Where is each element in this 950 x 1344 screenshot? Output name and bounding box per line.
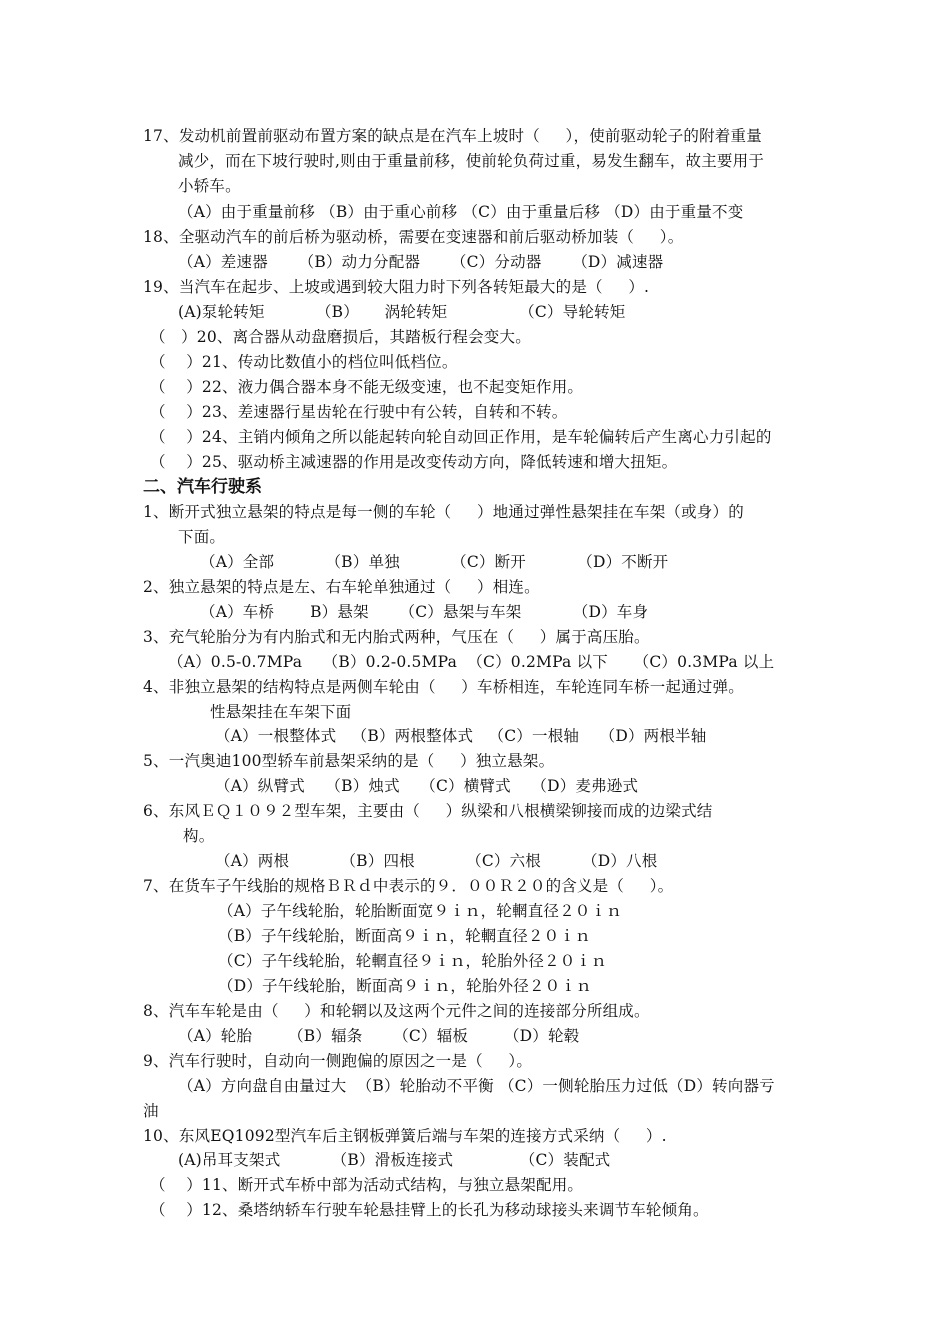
section-heading: 二、汽车行驶系	[143, 477, 262, 497]
s2-q1-line1: 1、断开式独立悬架的特点是每一侧的车轮（ ）地通过弹性悬架挂在车架（或身）的	[143, 503, 744, 521]
s2-q7-line1: 7、在货车子午线胎的规格ＢＲｄ中表示的９．００Ｒ２０的含义是（ ）。	[143, 877, 674, 895]
s2-q3-options: （A）0.5-0.7MPa （B）0.2-0.5MPa （C）0.2MPa 以下 （C）0.3MPa 以上	[168, 653, 775, 671]
s2-q10-line1: 10、东风EQ1092型汽车后主钢板弹簧后端与车架的连接方式采纳（ ）.	[143, 1127, 667, 1145]
s2-q5-options: （A）纵臂式 （B）烛式 （C）横臂式 （D）麦弗逊式	[215, 777, 639, 795]
q18-line1: 18、全驱动汽车的前后桥为驱动桥，需要在变速器和前后驱动桥加装（ ）。	[143, 228, 684, 246]
q20-truefalse: （ ）20、离合器从动盘磨损后，其踏板行程会变大。	[150, 328, 531, 346]
q18-options: （A）差速器 （B）动力分配器 （C）分动器 （D）减速器	[178, 253, 664, 271]
q22-truefalse: （ ）22、液力偶合器本身不能无级变速，也不起变矩作用。	[150, 378, 584, 396]
s2-q2-line1: 2、独立悬架的特点是左、右车轮单独通过（ ）相连。	[143, 578, 540, 596]
s2-q6-options: （A）两根 （B）四根 （C）六根 （D）八根	[215, 852, 658, 870]
s2-q5-line1: 5、一汽奥迪100型轿车前悬架采纳的是（ ）独立悬架。	[143, 752, 555, 770]
s2-q1-line2: 下面。	[178, 528, 226, 546]
s2-q3-line1: 3、充气轮胎分为有内胎式和无内胎式两种，气压在（ ）属于高压胎。	[143, 628, 650, 646]
s2-q12-truefalse: （ ）12、桑塔纳轿车行驶车轮悬挂臂上的长孔为移动球接头来调节车轮倾角。	[150, 1201, 709, 1219]
q25-truefalse: （ ）25、驱动桥主减速器的作用是改变传动方向，降低转速和增大扭矩。	[150, 453, 678, 471]
s2-q11-truefalse: （ ）11、断开式车桥中部为活动式结构，与独立悬架配用。	[150, 1176, 584, 1194]
q24-truefalse: （ ）24、主销内倾角之所以能起转向轮自动回正作用，是车轮偏转后产生离心力引起的	[150, 428, 772, 446]
s2-q10-options: (A)吊耳支架式 （B）滑板连接式 （C）装配式	[178, 1151, 611, 1169]
s2-q4-line2: 性悬架挂在车架下面	[210, 703, 352, 721]
s2-q4-line1: 4、非独立悬架的结构特点是两侧车轮由（ ）车桥相连，车轮连同车桥一起通过弹。	[143, 678, 744, 696]
s2-q7-option-c: （C）子午线轮胎，轮輞直径９ｉｎ，轮胎外径２０ｉｎ	[218, 952, 607, 970]
s2-q7-option-b: （B）子午线轮胎，断面高９ｉｎ，轮輞直径２０ｉｎ	[218, 927, 591, 945]
s2-q9-options: （A）方向盘自由量过大 （B）轮胎动不平衡 （C）一侧轮胎压力过低（D）转向器亏	[178, 1077, 775, 1095]
s2-q6-line1: 6、东风ＥＱ１０９２型车架，主要由（ ）纵梁和八根横梁铆接而成的边梁式结	[143, 802, 713, 820]
s2-q9-line1: 9、汽车行驶时，自动向一侧跑偏的原因之一是（ ）。	[143, 1052, 533, 1070]
q19-options: (A)泵轮转矩 （B） 涡轮转矩 （C）导轮转矩	[178, 303, 626, 321]
s2-q9-line3: 油	[143, 1102, 159, 1120]
s2-q8-line1: 8、汽车车轮是由（ ）和轮辋以及这两个元件之间的连接部分所组成。	[143, 1002, 650, 1020]
s2-q4-options: （A）一根整体式 （B）两根整体式 （C）一根轴 （D）两根半轴	[215, 727, 707, 745]
q17-options: （A）由于重量前移 （B）由于重心前移 （C）由于重量后移 （D）由于重量不变	[178, 203, 744, 221]
s2-q8-options: （A）轮胎 （B）辐条 （C）辐板 （D）轮毂	[178, 1027, 580, 1045]
s2-q7-option-a: （A）子午线轮胎，轮胎断面宽９ｉｎ，轮輞直径２０ｉｎ	[218, 902, 622, 920]
s2-q6-line2: 构。	[183, 827, 215, 845]
q19-line1: 19、当汽车在起步、上坡或遇到较大阻力时下列各转矩最大的是（ ）.	[143, 278, 650, 296]
s2-q2-options: （A）车桥 B）悬架 （C）悬架与车架 （D）车身	[200, 603, 649, 621]
q23-truefalse: （ ）23、差速器行星齿轮在行驶中有公转，自转和不转。	[150, 403, 568, 421]
q17-line2: 减少，而在下坡行驶时,则由于重量前移，使前轮负荷过重，易发生翻车，故主要用于	[178, 152, 765, 170]
q21-truefalse: （ ）21、传动比数值小的档位叫低档位。	[150, 353, 458, 371]
q17-line3: 小轿车。	[178, 177, 241, 195]
s2-q1-options: （A）全部 （B）单独 （C）断开 （D）不断开	[200, 553, 669, 571]
q17-line1: 17、发动机前置前驱动布置方案的缺点是在汽车上坡时（ ），使前驱动轮子的附着重量	[143, 127, 762, 145]
s2-q7-option-d: （D）子午线轮胎，断面高９ｉｎ，轮胎外径２０ｉｎ	[218, 977, 592, 995]
